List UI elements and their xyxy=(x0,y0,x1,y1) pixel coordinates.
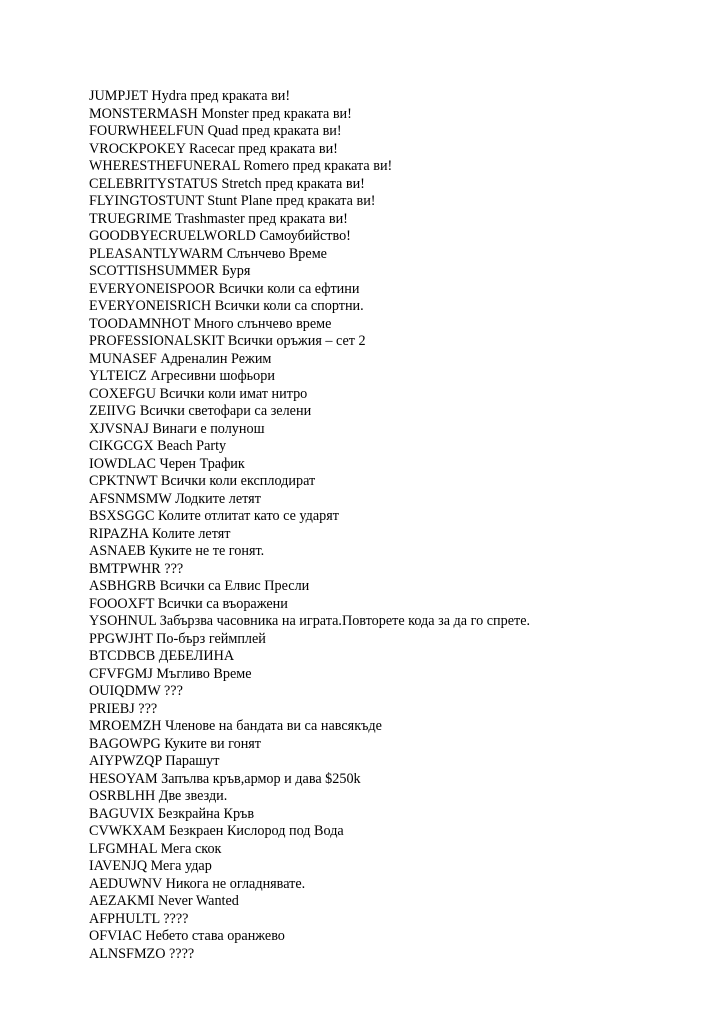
cheat-code-line: EVERYONEISRICH Всички коли са спортни. xyxy=(89,298,364,314)
cheat-code-line: PRIEBJ ??? xyxy=(89,700,158,717)
cheat-code-line: BMTPWHR ??? xyxy=(89,560,184,577)
cheat-code-line: MROEMZH Членове на бандата ви са навсякъде xyxy=(89,718,382,734)
cheat-code-line: AIYPWZQP Парашут xyxy=(89,753,220,769)
cheat-code-line: OUIQDMW ??? xyxy=(89,683,183,699)
cheat-code-line: CFVFGMJ Мъгливо Време xyxy=(89,665,252,682)
cheat-code-line: YLTEICZ Агресивни шофьори xyxy=(89,368,275,384)
cheat-code-line: AEZAKMI Never Wanted xyxy=(89,893,239,909)
cheat-code-line: MONSTERMASH Monster пред краката ви! xyxy=(89,105,352,122)
cheat-code-line: BAGOWPG Куките ви гонят xyxy=(89,735,262,752)
cheat-code-line: YSOHNUL Забързва часовника на играта.Повторете кода за да го спрете. xyxy=(89,613,531,629)
cheat-code-line: PROFESSIONALSKIT Всички оръжия – сет 2 xyxy=(89,333,366,349)
cheat-code-line: HESOYAM Запълва кръв,армор и дава $250k xyxy=(89,770,361,787)
cheat-code-line: FOURWHEELFUN Quad пред краката ви! xyxy=(89,123,342,139)
cheat-code-line: BAGUVIX Безкрайна Кръв xyxy=(89,805,255,822)
cheat-code-line: ASNAEB Куките не те гонят. xyxy=(89,543,265,559)
cheat-code-line: MUNASEF Адреналин Режим xyxy=(89,350,272,367)
cheat-code-line: CIKGCGX Beach Party xyxy=(89,438,227,454)
cheat-code-line: LFGMHAL Мега скок xyxy=(89,840,222,857)
cheat-code-line: FLYINGTOSTUNT Stunt Plane пред краката ви! xyxy=(89,193,376,209)
cheat-code-line: PPGWJHT По-бърз геймплей xyxy=(89,630,266,647)
cheat-code-line: TOODAMNHOT Много слънчево време xyxy=(89,315,332,332)
cheat-code-line: ASBHGRB Всички са Елвис Пресли xyxy=(89,578,310,594)
cheat-code-line: AFSNMSMW Лодките летят xyxy=(89,490,261,507)
cheat-code-line: VROCKPOKEY Racecar пред краката ви! xyxy=(89,140,338,157)
cheat-code-line: EVERYONEISPOOR Всички коли са ефтини xyxy=(89,280,360,297)
cheat-code-line: PLEASANTLYWARM Слънчево Време xyxy=(89,245,327,262)
cheat-code-line: WHERESTHEFUNERAL Romero пред краката ви! xyxy=(89,158,393,174)
cheat-code-line: CVWKXAM Безкраен Кислород под Вода xyxy=(89,823,344,839)
cheat-code-line: SCOTTISHSUMMER Буря xyxy=(89,263,251,279)
cheat-code-line: OFVIAC Небето става оранжево xyxy=(89,928,285,944)
cheat-code-line: BSXSGGC Колите отлитат като се ударят xyxy=(89,508,339,524)
cheat-code-line: JUMPJET Hydra пред краката ви! xyxy=(89,88,291,104)
cheat-code-list xyxy=(89,88,709,963)
cheat-code-line: ZEIIVG Всички светофари са зелени xyxy=(89,403,312,419)
cheat-code-line: AFPHULTL ???? xyxy=(89,910,189,927)
cheat-code-line: FOOOXFT Всички са въоражени xyxy=(89,595,288,612)
cheat-code-line: GOODBYECRUELWORLD Самоубийство! xyxy=(89,228,351,244)
cheat-code-line: ALNSFMZO ???? xyxy=(89,945,195,962)
cheat-code-line: COXEFGU Всички коли имат нитро xyxy=(89,385,308,402)
cheat-code-line: IAVENJQ Мега удар xyxy=(89,858,212,874)
cheat-code-line: AEDUWNV Никога не огладнявате. xyxy=(89,875,306,892)
cheat-code-line: RIPAZHA Колите летят xyxy=(89,525,231,542)
cheat-code-line: BTCDBCB ДЕБЕЛИНА xyxy=(89,648,235,664)
cheat-code-line: OSRBLHH Две звезди. xyxy=(89,788,228,804)
cheat-code-line: XJVSNAJ Винаги е полунош xyxy=(89,420,265,437)
cheat-code-line: TRUEGRIME Trashmaster пред краката ви! xyxy=(89,210,348,227)
cheat-code-line: IOWDLAC Черен Трафик xyxy=(89,455,245,472)
cheat-code-line: CPKTNWT Всички коли експлодират xyxy=(89,473,316,489)
cheat-code-line: CELEBRITYSTATUS Stretch пред краката ви! xyxy=(89,175,365,192)
